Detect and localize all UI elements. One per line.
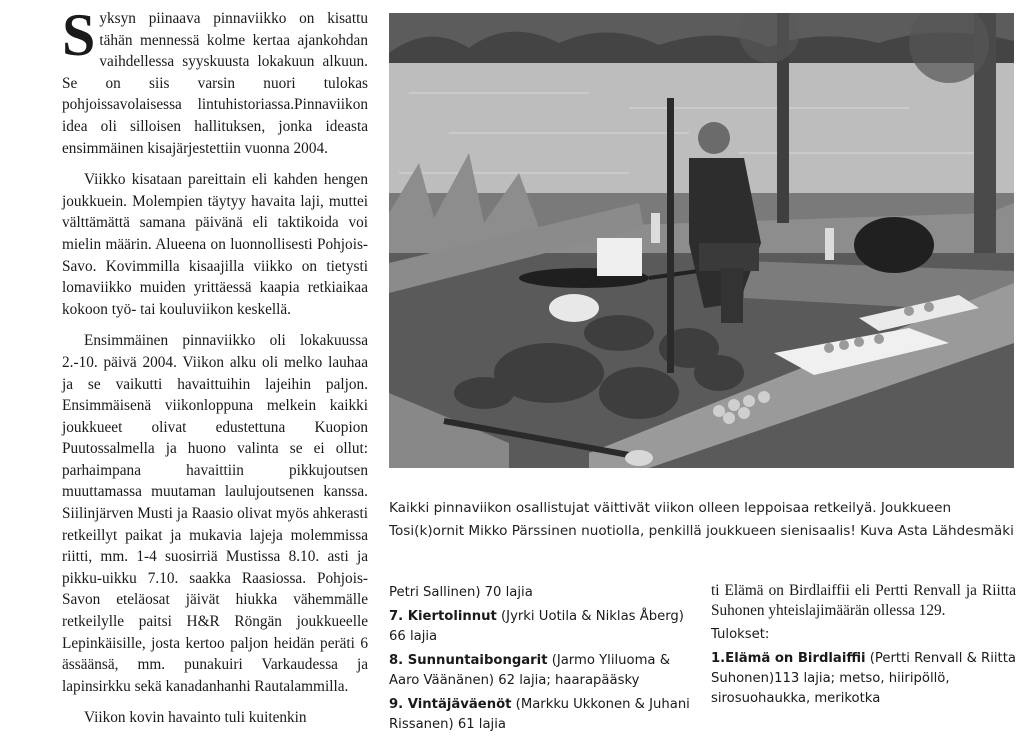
article-paragraph-2: Viikko kisataan pareittain eli kahden hengen joukkuein. Molempien täytyy havaita laji, muttei välttämättä samana päivänä eli taktikoida voi mielin määrin. Alueena on luonnollisesti Pohjois-Savo. Kovimmilla kisaajilla viikko on tietysti lomaviikko muiden yrittäessä kaapia retkiaikaa kokoon työ- tai kouluviikon keskellä. xyxy=(62,171,368,318)
photo-caption: Kaikki pinnaviikon osallistujat väittivät viikon olleen leppoisaa retkeilyä. Joukkueen Tosi(k)ornit Mikko Pärssinen nuotiolla, penkillä joukkueen sienisaalis! Kuva Asta Lähdesmäki xyxy=(389,500,1014,539)
results-intro-text: ti Elämä on Birdlaiffii eli Pertti Renvall ja Riitta Suhonen yhteislajimäärän ollessa 129. xyxy=(711,582,1016,619)
result-entry-1: 1.Elämä on Birdlaiffii (Pertti Renvall & Riitta Suhonen)113 lajia; metso, hiiripöllö, sirosuohaukka, merikotka xyxy=(711,651,1016,706)
results-heading: Tulokset: xyxy=(711,627,770,642)
article-column xyxy=(62,2,368,739)
results-column-right xyxy=(711,581,1016,713)
article-paragraph-4: Viikon kovin havainto tuli kuitenkin xyxy=(84,709,307,727)
campfire-photo xyxy=(389,13,1014,468)
photo-illustration xyxy=(389,13,1014,468)
results-column-middle xyxy=(389,583,694,739)
drop-cap: S xyxy=(62,2,96,68)
article-paragraph-1: Syksyn piinaava pinnaviikko on kisattu tähän mennessä kolme kertaa ajankohdan vaihdellessa syyskuusta lokakuun alkuun. Se on siis varsin nuori tulokas pohjoissavolaisessa lintuhistoriassa.Pinnaviikon idea oli silloisen hallituksen, jonka ideasta ensimmäinen kisajärjestettiin vuonna 2004. xyxy=(62,2,368,157)
result-entry-7: 7. Kiertolinnut (Jyrki Uotila & Niklas Åberg) 66 lajia xyxy=(389,609,684,644)
result-entry-9: 9. Vintäjäväenöt (Markku Ukkonen & Juhani Rissanen) 61 lajia xyxy=(389,697,690,732)
result-entry-8: 8. Sunnuntaibongarit (Jarmo Yliluoma & Aaro Väänänen) 62 lajia; haarapääsky xyxy=(389,653,670,688)
article-paragraph-3: Ensimmäinen pinnaviikko oli lokakuussa 2.-10. päivä 2004. Viikon alku oli melko lauhaa ja se vaikutti havaittuihin lajeihin paljon. Ensimmäisenä viikonloppuna melkein kaikki joukkueet olivat edustettuna Kuopion Puutossalmella ja huono valinta se ei ollut: parhaimpana havaittiin pikkujoutsen muuttamassa muutaman laulujoutsenen kanssa. Siilinjärven Musti ja Raasio olivat myös ahkerasti retkeillyt paikat ja mukavia lajeja molemmissa riitti, mm. 1-4 suosirriä Mustissa 8.10. asti ja pikku-uikku 7.10. saakka Raasiossa. Pohjois-Savon eteläosat jäivät hiukka vähemmälle retkeilylle paitsi H&R Röngän joukkueelle Lepinkäisille, josta kertoo paljon heidän peräti 6 ässäänsä, mm. punakuiri Varkaudessa ja lapinsirkku sekä kanadanhanhi Rautalammilla. xyxy=(62,332,368,695)
result-line: Petri Sallinen) 70 lajia xyxy=(389,585,533,600)
